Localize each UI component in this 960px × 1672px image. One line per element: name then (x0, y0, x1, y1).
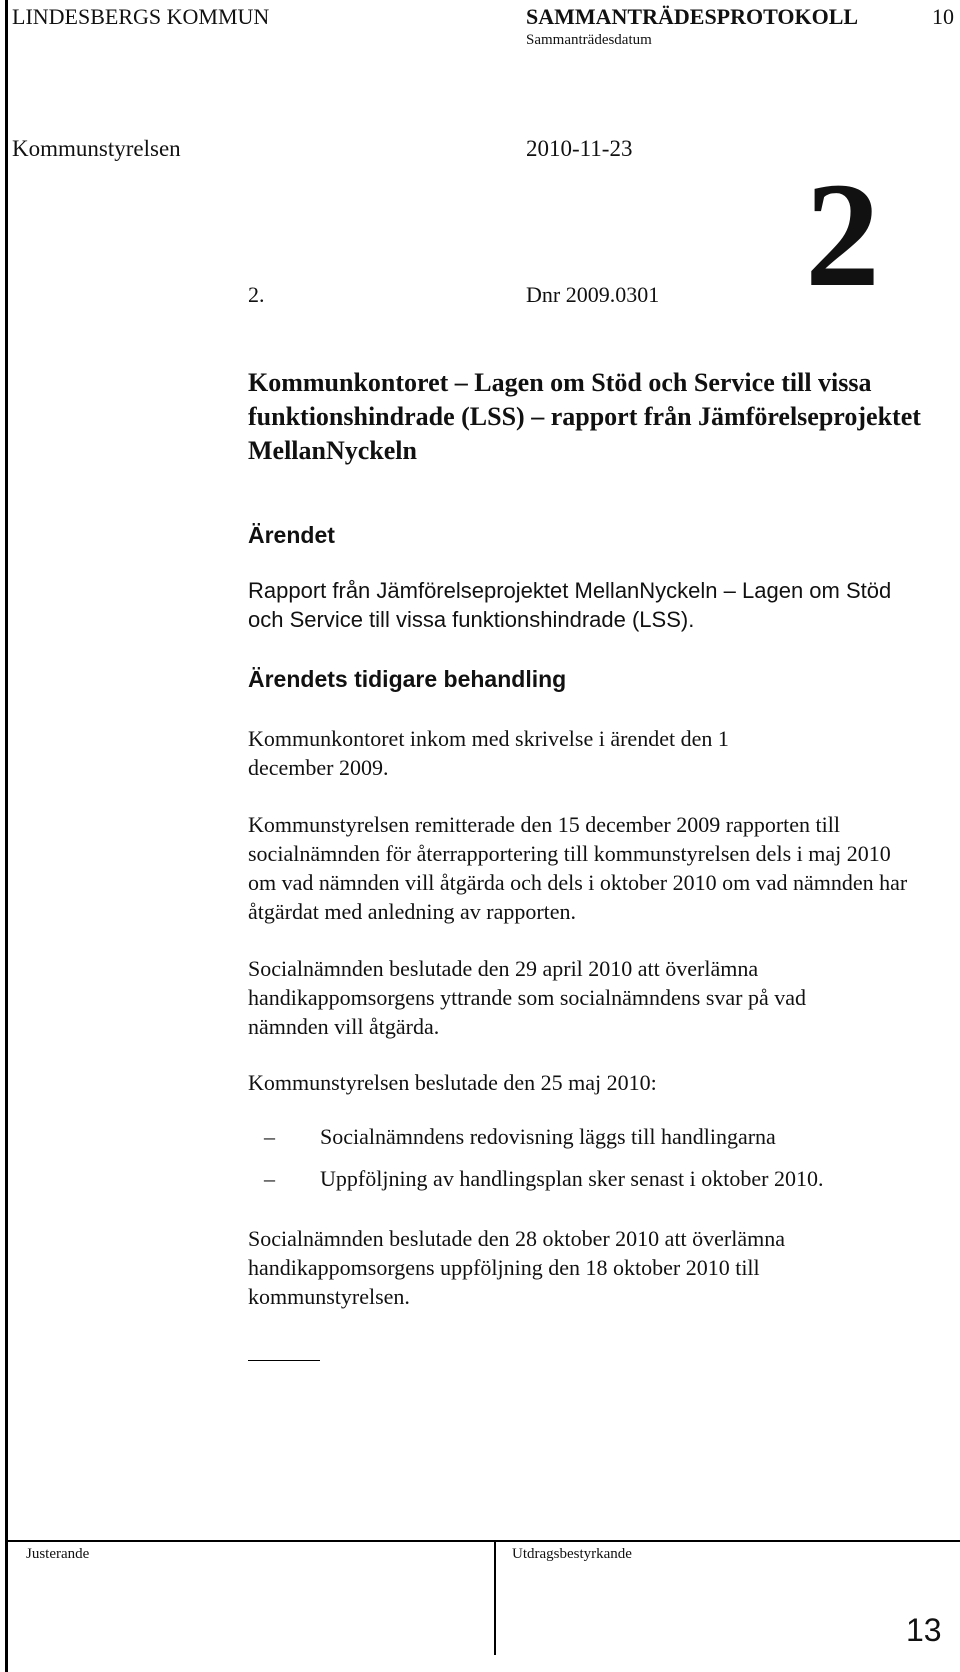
header-page-number: 10 (932, 4, 954, 29)
paragraph-2: Kommunstyrelsen remitterade den 15 december 2009 rapporten till socialnämnden för återrapportering till kommunstyrelsen dels i maj 2010 om vad nämnden vill åtgärda och dels i oktober 2010 om vad nämnden har åtgärdat med anledning av rapporten. (248, 812, 908, 924)
paragraph-3: Socialnämnden beslutade den 29 april 2010 att överlämna handikappomsorgens yttrande som socialnämndens svar på vad nämnden vill åtgärda. (248, 956, 807, 1039)
dash-marker: – (264, 1124, 275, 1149)
meeting-date: 2010-11-23 (526, 136, 633, 161)
paragraph-5: Socialnämnden beslutade den 28 oktober 2010 att överlämna handikappomsorgens uppföljning den 18 oktober 2010 till kommunstyrelsen. (248, 1226, 786, 1309)
date-label: Sammanträdesdatum (526, 32, 652, 48)
paragraph-4: Kommunstyrelsen beslutade den 25 maj 2010: (248, 1070, 657, 1095)
footer-top-rule (5, 1540, 960, 1542)
footer-divider-rule (494, 1540, 496, 1655)
item-number: 2. (248, 282, 265, 307)
item-title: Kommunkontoret – Lagen om Stöd och Service till vissa funktionshindrade (LSS) – rapport från Jämförelseprojektet MellanNyckeln (248, 368, 921, 465)
municipality-name: LINDESBERGS KOMMUN (12, 4, 270, 29)
committee-name: Kommunstyrelsen (12, 136, 181, 161)
section-heading-arendet: Ärendet (248, 522, 335, 548)
section-heading-tidigare: Ärendets tidigare behandling (248, 666, 567, 692)
left-margin-rule (5, 0, 8, 1672)
list-item-text: Socialnämndens redovisning läggs till handlingarna (320, 1124, 776, 1149)
end-of-item-rule (248, 1360, 320, 1361)
list-item (264, 1166, 823, 1192)
page-number: 13 (906, 1612, 942, 1648)
document-type: SAMMANTRÄDESPROTOKOLL (526, 4, 859, 29)
paragraph-1: Kommunkontoret inkom med skrivelse i ärendet den 1 december 2009. (248, 726, 729, 780)
utdragsbestyrkande-label: Utdragsbestyrkande (512, 1546, 632, 1562)
arendet-text: Rapport från Jämförelseprojektet MellanNyckeln – Lagen om Stöd och Service till vissa funktionshindrade (LSS). (248, 578, 892, 632)
list-item (264, 1124, 776, 1150)
list-item-text: Uppföljning av handlingsplan sker senast i oktober 2010. (320, 1166, 824, 1191)
item-dnr: Dnr 2009.0301 (526, 282, 660, 307)
dash-marker: – (264, 1166, 275, 1191)
justerande-label: Justerande (26, 1546, 90, 1562)
item-big-number: 2 (805, 152, 880, 318)
